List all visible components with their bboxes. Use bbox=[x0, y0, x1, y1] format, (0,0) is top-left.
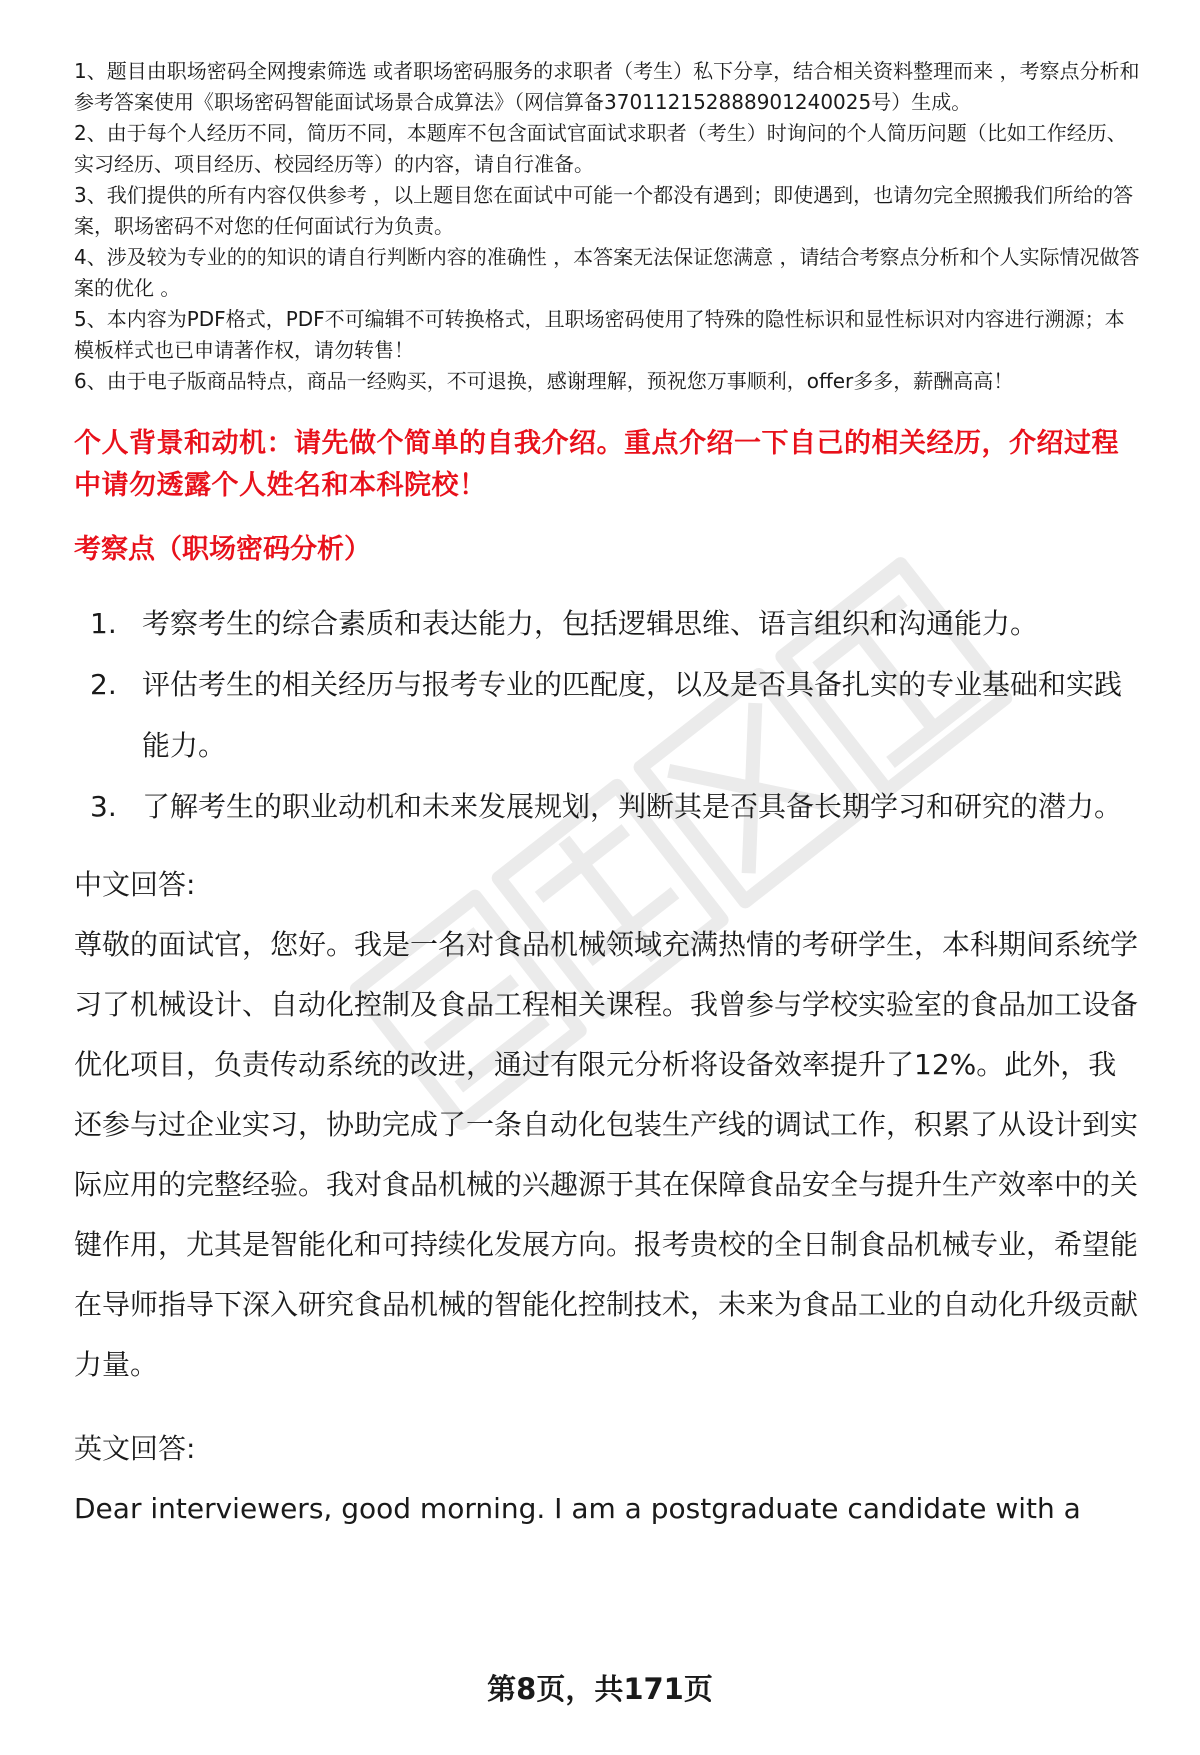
point-number: 3. bbox=[90, 790, 117, 823]
chinese-answer-text: 尊敬的面试官，您好。我是一名对食品机械领域充满热情的考研学生，本科期间系统学习了机械设计、自动化控制及食品工程相关课程。我曾参与学校实验室的食品加工设备优化项目，负责传动系统的改进，通过有限元分析将设备效率提升了12%。此外，我还参与过企业实习，协助完成了一条自动化包装生产线的调试工作，积累了从设计到实际应用的完整经验。我对食品机械的兴趣源于其在保障食品安全与提升生产效率中的关键作用，尤其是智能化和可持续化发展方向。报考贵校的全日制食品机械专业，希望能在导师指导下深入研究食品机械的智能化控制技术，未来为食品工业的自动化升级贡献力量。 bbox=[74, 928, 1139, 1381]
english-answer-text: Dear interviewers, good morning. I am a postgraduate candidate with a bbox=[74, 1492, 1081, 1525]
analysis-heading: 考察点（职场密码分析） bbox=[74, 534, 371, 565]
point-number: 1. bbox=[90, 607, 117, 640]
point-text: 评估考生的相关经历与报考专业的匹配度，以及是否具备扎实的专业基础和实践能力。 bbox=[142, 668, 1123, 762]
point-number: 2. bbox=[90, 668, 117, 701]
analysis-point bbox=[74, 654, 1142, 776]
question-heading: 个人背景和动机：请先做个简单的自我介绍。重点介绍一下自己的相关经历，介绍过程中请勿透露个人姓名和本科院校！ bbox=[74, 428, 1119, 501]
point-text: 了解考生的职业动机和未来发展规划，判断其是否具备长期学习和研究的潜力。 bbox=[142, 790, 1123, 823]
analysis-point bbox=[74, 593, 1142, 654]
analysis-points bbox=[74, 593, 1142, 837]
point-text: 考察考生的综合素质和表达能力，包括逻辑思维、语言组织和沟通能力。 bbox=[142, 607, 1039, 640]
notice-item: 3、我们提供的所有内容仅供参考 ，以上题目您在面试中可能一个都没有遇到；即使遇到，也请勿完全照搬我们所给的答案，职场密码不对您的任何面试行为负责。 bbox=[74, 183, 1134, 238]
chinese-answer-label: 中文回答: bbox=[74, 868, 196, 901]
notice-item: 6、由于电子版商品特点，商品一经购买，不可退换，感谢理解，预祝您万事顺利，offer多多，薪酬高高！ bbox=[74, 369, 1014, 393]
notice-item: 5、本内容为PDF格式，PDF不可编辑不可转换格式，且职场密码使用了特殊的隐性标识和显性标识对内容进行溯源；本模板样式也已申请著作权，请勿转售！ bbox=[74, 307, 1125, 362]
page-number-footer: 第8页，共171页 bbox=[487, 1672, 713, 1706]
notice-item: 4、涉及较为专业的的知识的请自行判断内容的准确性 ，本答案无法保证您满意 ，请结合考察点分析和个人实际情况做答案的优化 。 bbox=[74, 245, 1140, 300]
notice-list bbox=[74, 56, 1142, 397]
notice-item: 1、题目由职场密码全网搜索筛选 或者职场密码服务的求职者（考生）私下分享，结合相关资料整理而来 ，考察点分析和参考答案使用《职场密码智能面试场景合成算法》（网信算备370112152888901240025号）生成。 bbox=[74, 59, 1140, 114]
english-answer-label: 英文回答: bbox=[74, 1432, 196, 1465]
analysis-point bbox=[74, 776, 1142, 837]
notice-item: 2、由于每个人经历不同，简历不同，本题库不包含面试官面试求职者（考生）时询问的个人简历问题（比如工作经历、实习经历、项目经历、校园经历等）的内容，请自行准备。 bbox=[74, 121, 1127, 176]
